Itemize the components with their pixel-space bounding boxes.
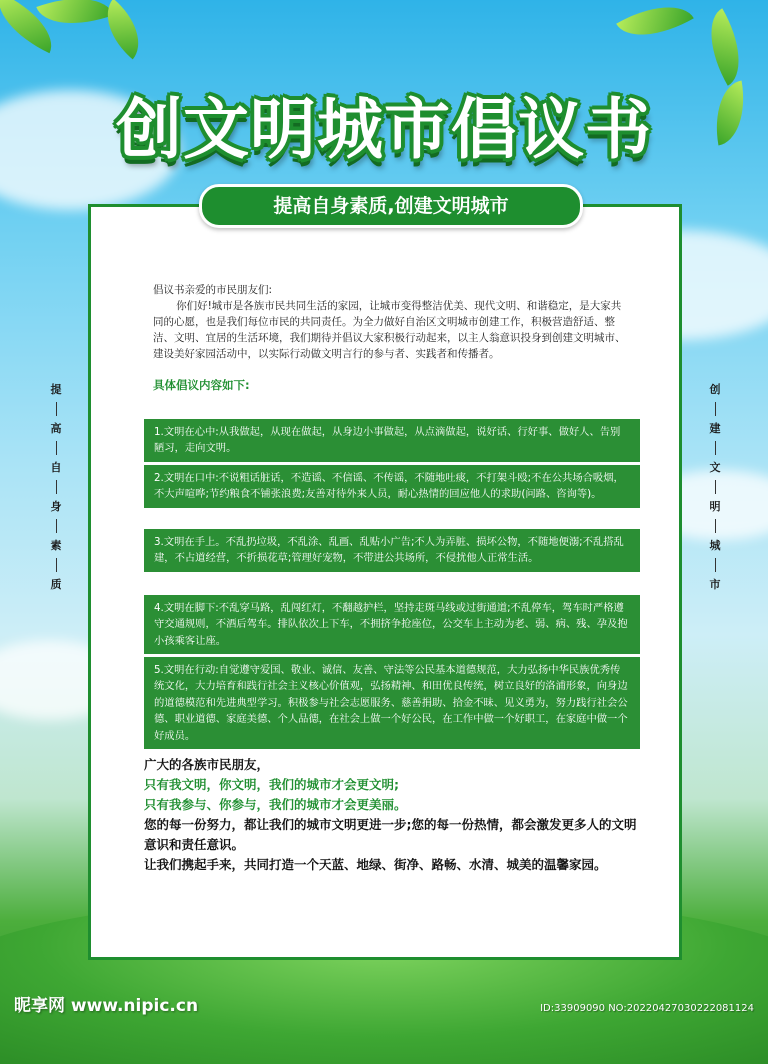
proposal-item: 1.文明在心中:从我做起，从现在做起，从身边小事做起，从点滴做起，说好话、行好事、做好人、告别陋习，走向文明。 — [144, 419, 640, 462]
side-char: 创 — [709, 383, 721, 396]
divider — [715, 441, 716, 455]
closing-line-highlight: 只有我参与、你参与，我们的城市才会更美丽。 — [144, 797, 407, 812]
side-char: 文 — [709, 461, 721, 474]
closing-line: 您的每一份努力，都让我们的城市文明更进一步;您的每一份热情，都会激发更多人的文明意识和责任意识。 — [144, 817, 637, 852]
side-char: 市 — [709, 578, 721, 591]
letter-intro: 你们好!城市是各族市民共同生活的家园，让城市变得整洁优美、现代文明、和谐稳定，是大家共同的心愿，也是我们每位市民的共同责任。为全力做好自治区文明城市创建工作，积极营造舒适、整洁、文明、宜居的生活环境，我们期待并倡议大家积极行动起来，以主人翁意识投身到创建文明城市、建设美好家园活动中，以实际行动做文明言行的参与者、实践者和传播者。 — [153, 299, 626, 360]
side-char: 建 — [709, 422, 721, 435]
section-heading: 具体倡议内容如下: — [153, 377, 250, 392]
side-char: 自 — [50, 461, 62, 474]
closing-text — [144, 755, 644, 875]
watermark-logo: 昵享网 www.nipic.cn — [14, 996, 199, 1016]
side-char: 提 — [50, 383, 62, 396]
letter-greeting: 倡议书亲爱的市民朋友们: — [153, 284, 273, 296]
divider — [56, 402, 57, 416]
divider — [715, 558, 716, 572]
divider — [56, 558, 57, 572]
side-text-left — [44, 384, 68, 590]
proposal-item: 2.文明在口中:不说粗话脏话，不造谣、不信谣、不传谣，不随地吐痰，不打架斗殴;不在公共场合吸烟，不大声喧哗;节约粮食不铺张浪费;友善对待外来人员，耐心热情的回应他人的求助(问路、咨询等)。 — [144, 465, 640, 508]
closing-line: 让我们携起手来，共同打造一个天蓝、地绿、街净、路畅、水清、城美的温馨家园。 — [144, 857, 607, 872]
subtitle-banner: 提高自身素质,创建文明城市 — [199, 184, 583, 228]
image-id-text: ID:33909090 NO:20220427030222081124 — [540, 1003, 754, 1014]
letter-body — [153, 283, 631, 403]
proposal-item: 3.文明在手上。不乱扔垃圾，不乱涂、乱画、乱贴小广告;不人为弄脏、损坏公物，不随地便溺;不乱搭乱建，不占道经营，不折损花草;管理好宠物，不带进公共场所，不侵扰他人正常生活。 — [144, 529, 640, 572]
divider — [715, 519, 716, 533]
content-panel — [88, 204, 682, 960]
side-char: 城 — [709, 539, 721, 552]
leaf-decoration — [693, 8, 757, 86]
side-char: 高 — [50, 422, 62, 435]
closing-line: 广大的各族市民朋友， — [144, 757, 270, 772]
side-text-right — [703, 384, 727, 590]
page-title: 创文明城市倡议书 — [116, 91, 652, 168]
divider — [715, 480, 716, 494]
divider — [56, 480, 57, 494]
side-char: 身 — [50, 500, 62, 513]
divider — [56, 519, 57, 533]
closing-line-highlight: 只有我文明，你文明，我们的城市才会更文明; — [144, 777, 399, 792]
leaf-decoration — [616, 0, 694, 53]
divider — [715, 402, 716, 416]
side-char: 明 — [709, 500, 721, 513]
proposal-item: 4.文明在脚下:不乱穿马路，乱闯红灯，不翻越护栏，坚持走斑马线或过街通道;不乱停车，驾车时严格遵守交通规则，不酒后驾车。排队依次上下车，不拥挤争抢座位，公交车上主动为老、弱、病、残、孕及抱小孩乘客让座。 — [144, 595, 640, 654]
divider — [56, 441, 57, 455]
side-char: 素 — [50, 539, 62, 552]
side-char: 质 — [50, 578, 62, 591]
proposal-item: 5.文明在行动:自觉遵守爱国、敬业、诚信、友善、守法等公民基本道德规范，大力弘扬中华民族优秀传统文化，大力培育和践行社会主义核心价值观，弘扬精神、和田优良传统，树立良好的洛浦形象，向身边的道德模范和先进典型学习。积极参与社会志愿服务、慈善捐助、拾金不昧、见义勇为，努力践行社会公德、职业道德、家庭美德、个人品德，在社会上做一个好公民，在工作中做一个好职工，在家庭中做一个好成员。 — [144, 657, 640, 749]
